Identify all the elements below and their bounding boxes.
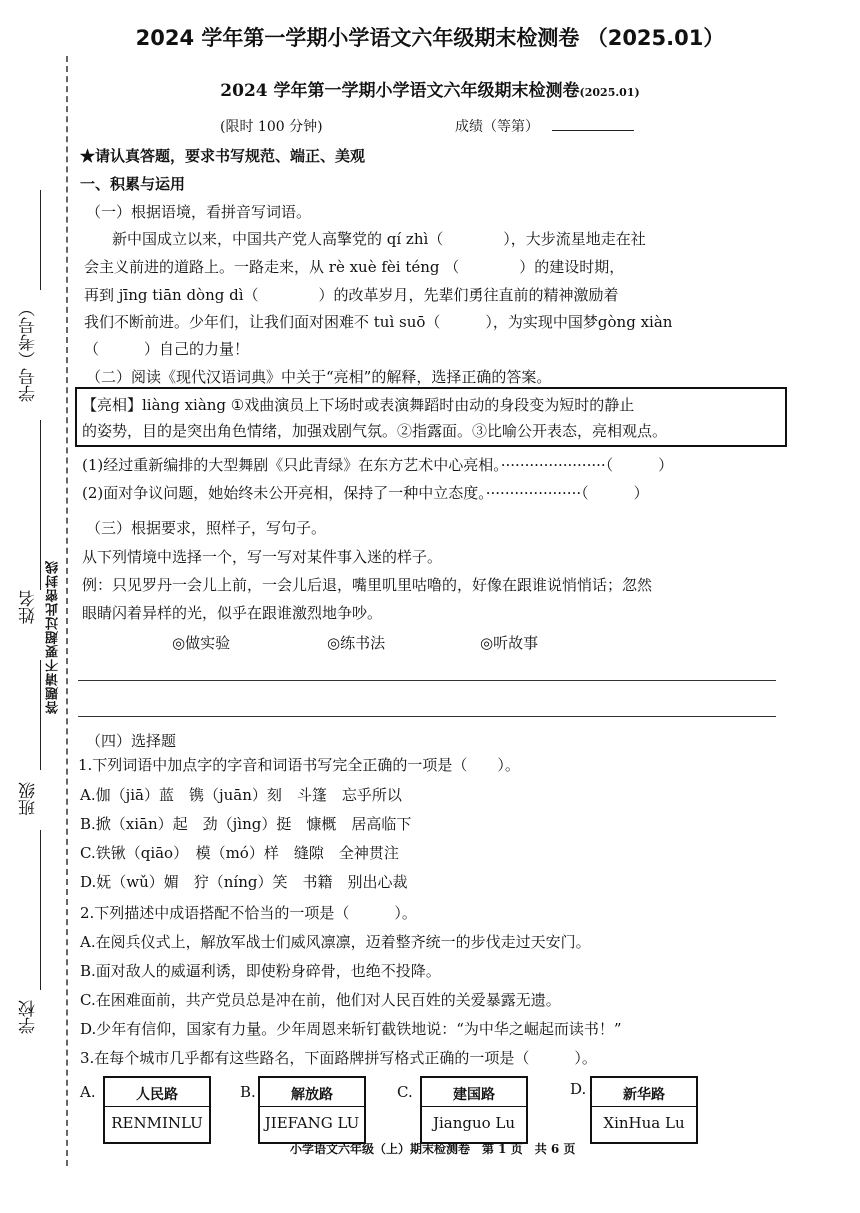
mc2-option[interactable]: D.少年有信仰，国家有力量。少年周恩来斩钉截铁地说：“为中华之崛起而读书！” <box>80 1020 622 1038</box>
part4-heading: （四）选择题 <box>86 732 177 750</box>
question-2-1: (1)经过重新编排的大型舞剧《只此青绿》在东方艺术中心亮相。······················（ ） <box>82 456 674 474</box>
school-label: 学校 <box>19 1000 39 1034</box>
part1-line: 再到 jīng tiān dòng dì（ ）的改革岁月，先辈们勇往直前的精神激励着 <box>84 286 619 304</box>
mc1-option[interactable]: C.铁锹（qiāo） 模（mó）样 缝隙 全神贯注 <box>80 844 399 862</box>
document-title: 2024 学年第一学期小学语文六年级期末检测卷 （2025.01） <box>135 26 725 50</box>
section-heading: 一、积累与运用 <box>80 175 186 193</box>
class-label: 班级 <box>19 782 39 816</box>
answer-line[interactable] <box>78 716 776 717</box>
score-label: 成绩（等第） <box>455 119 539 135</box>
option-experiment[interactable]: ◎做实验 <box>172 634 231 652</box>
sign-option-letter: A. <box>80 1083 96 1101</box>
road-sign-d[interactable]: 新华路 XinHua Lu <box>590 1076 698 1144</box>
student-id-line <box>40 190 41 290</box>
school-line-top <box>40 830 41 990</box>
road-sign-c[interactable]: 建国路 Jianguo Lu <box>420 1076 528 1144</box>
part3-heading: （三）根据要求，照样子，写句子。 <box>86 519 327 537</box>
seal-line <box>66 56 68 1166</box>
option-story[interactable]: ◎听故事 <box>480 634 539 652</box>
part3-example: 眼睛闪着异样的光，似乎在跟谁激烈地争吵。 <box>82 604 383 622</box>
name-label: 姓名 <box>19 590 39 624</box>
part3-instruction: 从下列情境中选择一个，写一写对某件事入迷的样子。 <box>82 548 443 566</box>
mc-question-3: 3.在每个城市几乎都有这些路名，下面路牌拼写格式正确的一项是（ ）。 <box>80 1049 597 1067</box>
mc2-option[interactable]: B.面对敌人的威逼利诱，即使粉身碎骨，也绝不投降。 <box>80 962 441 980</box>
time-limit: (限时 100 分钟) <box>220 119 323 135</box>
road-sign-a[interactable]: 人民路 RENMINLU <box>103 1076 211 1144</box>
part1-line: 会主义前进的道路上。一路走来，从 rè xuè fèi téng （ ）的建设时期， <box>84 258 625 276</box>
page-footer: 小学语文六年级（上）期末检测卷 第 1 页 共 6 页 <box>290 1142 576 1156</box>
mc1-option[interactable]: D.妩（wǔ）媚 狞（níng）笑 书籍 别出心裁 <box>80 873 408 891</box>
part1-line: （ ）自己的力量！ <box>84 340 250 358</box>
part2-heading: （二）阅读《现代汉语词典》中关于“亮相”的解释，选择正确的答案。 <box>86 368 552 386</box>
name-line-top <box>40 420 41 590</box>
notice: ★请认真答题，要求书写规范、端正、美观 <box>80 147 366 165</box>
seal-note: 答题请不要超过此密封线 <box>46 560 61 714</box>
sign-option-letter: B. <box>240 1083 256 1101</box>
sign-option-letter: C. <box>397 1083 413 1101</box>
part1-line: 新中国成立以来，中国共产党人高擎党的 qí zhì（ ），大步流星地走在社 <box>112 230 646 248</box>
sign-option-letter: D. <box>570 1080 587 1098</box>
road-sign-b[interactable]: 解放路 JIEFANG LU <box>258 1076 366 1144</box>
mc2-option[interactable]: C.在困难面前，共产党员总是冲在前，他们对人民百姓的关爱暴露无遗。 <box>80 991 561 1009</box>
answer-line[interactable] <box>78 680 776 681</box>
mc1-option[interactable]: B.掀（xiān）起 劲（jìng）挺 慷概 居高临下 <box>80 815 412 833</box>
student-id-label: 学号（考号） <box>19 300 39 402</box>
mc2-option[interactable]: A.在阅兵仪式上，解放军战士们威风凛凛，迈着整齐统一的步伐走过天安门。 <box>80 933 591 951</box>
question-2-2: (2)面对争议问题，她始终未公开亮相，保持了一种中立态度。····················（ ） <box>82 484 649 502</box>
mc-question-2: 2.下列描述中成语搭配不恰当的一项是（ ）。 <box>80 904 417 922</box>
part1-line: 我们不断前进。少年们，让我们面对困难不 tuì suō（ ），为实现中国梦gòng xiàn <box>84 313 673 331</box>
class-line-top <box>40 660 41 770</box>
mc-question-1: 1.下列词语中加点字的字音和词语书写完全正确的一项是（ ）。 <box>78 756 520 774</box>
option-calligraphy[interactable]: ◎练书法 <box>327 634 386 652</box>
paper-title: 2024 学年第一学期小学语文六年级期末检测卷(2025.01) <box>220 81 640 101</box>
part3-example: 例：只见罗丹一会儿上前，一会儿后退，嘴里叽里咕噜的，好像在跟谁说悄悄话；忽然 <box>82 576 653 594</box>
part1-heading: （一）根据语境，看拼音写词语。 <box>86 203 312 221</box>
score-blank[interactable] <box>552 130 634 131</box>
dictionary-line: 【亮相】liàng xiàng ①戏曲演员上下场时或表演舞蹈时由动的身段变为短时的静止 <box>82 396 635 414</box>
mc1-option[interactable]: A.伽（jiā）蓝 镌（juān）刻 斗篷 忘乎所以 <box>80 786 402 804</box>
dictionary-line: 的姿势，目的是突出角色情绪，加强戏剧气氛。②指露面。③比喻公开表态，亮相观点。 <box>82 422 668 440</box>
